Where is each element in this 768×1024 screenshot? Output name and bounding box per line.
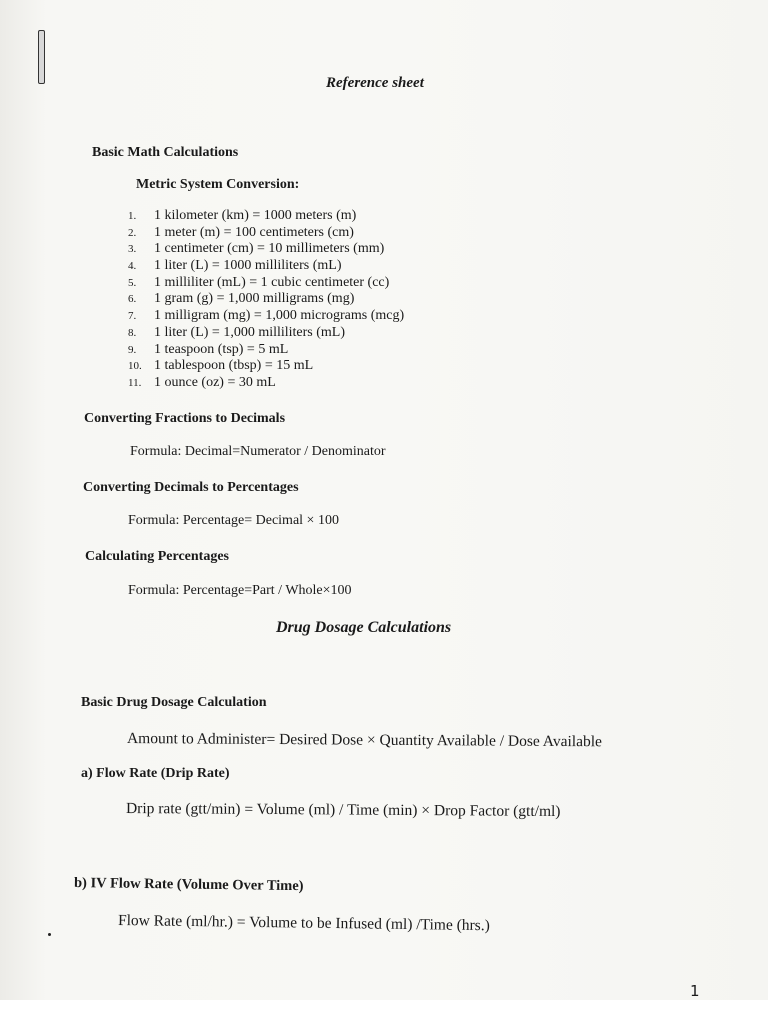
basic-math-heading: Basic Math Calculations (92, 145, 239, 160)
flow-rate-formula: Drip rate (gtt/min) = Volume (ml) / Time (min) × Drop Factor (gtt/ml) (125, 800, 561, 821)
list-item: 9. 1 teaspoon (tsp) = 5 mL (128, 341, 289, 357)
basic-drug-dosage-heading: Basic Drug Dosage Calculation (81, 695, 267, 710)
basic-drug-dosage-formula: Amount to Administer= Desired Dose × Quantity Available / Dose Available (126, 730, 602, 751)
iv-flow-rate-formula: Flow Rate (ml/hr.) = Volume to be Infused (ml) /Time (hrs.) (117, 912, 490, 935)
list-item: 10. 1 tablespoon (tbsp) = 15 mL (128, 358, 314, 374)
staple-icon (38, 30, 45, 84)
metric-conversion-heading: Metric System Conversion: (136, 177, 300, 192)
list-item: 3. 1 centimeter (cm) = 10 millimeters (mm) (128, 241, 385, 257)
decimals-formula: Formula: Percentage= Decimal × 100 (128, 513, 339, 528)
drug-dosage-title: Drug Dosage Calculations (276, 619, 452, 636)
list-item: 2. 1 meter (m) = 100 centimeters (cm) (128, 224, 354, 240)
fractions-formula: Formula: Decimal=Numerator / Denominator (130, 444, 386, 459)
list-item: 4. 1 liter (L) = 1000 milliliters (mL) (128, 258, 342, 274)
conversion-list (128, 208, 404, 392)
list-item: 1. 1 kilometer (km) = 1000 meters (m) (128, 208, 357, 223)
list-item: 11. 1 ounce (oz) = 30 mL (128, 374, 276, 390)
percentages-heading: Calculating Percentages (85, 549, 229, 564)
list-item: 5. 1 milliliter (mL) = 1 cubic centimeter (cc) (128, 274, 390, 290)
list-item: 7. 1 milligram (mg) = 1,000 micrograms (mcg) (128, 308, 405, 324)
page-number: 1 (690, 982, 700, 1000)
percentages-formula: Formula: Percentage=Part / Whole×100 (128, 583, 352, 598)
page-bottom-margin (0, 1000, 768, 1024)
flow-rate-heading: a) Flow Rate (Drip Rate) (81, 766, 230, 781)
fractions-heading: Converting Fractions to Decimals (84, 411, 286, 426)
list-item: 6. 1 gram (g) = 1,000 milligrams (mg) (128, 291, 355, 307)
ink-speck (48, 933, 51, 936)
decimals-heading: Converting Decimals to Percentages (83, 480, 299, 495)
page-title: Reference sheet (326, 75, 424, 91)
iv-flow-rate-heading: b) IV Flow Rate (Volume Over Time) (73, 875, 304, 895)
list-item: 8. 1 liter (L) = 1,000 milliliters (mL) (128, 324, 346, 340)
